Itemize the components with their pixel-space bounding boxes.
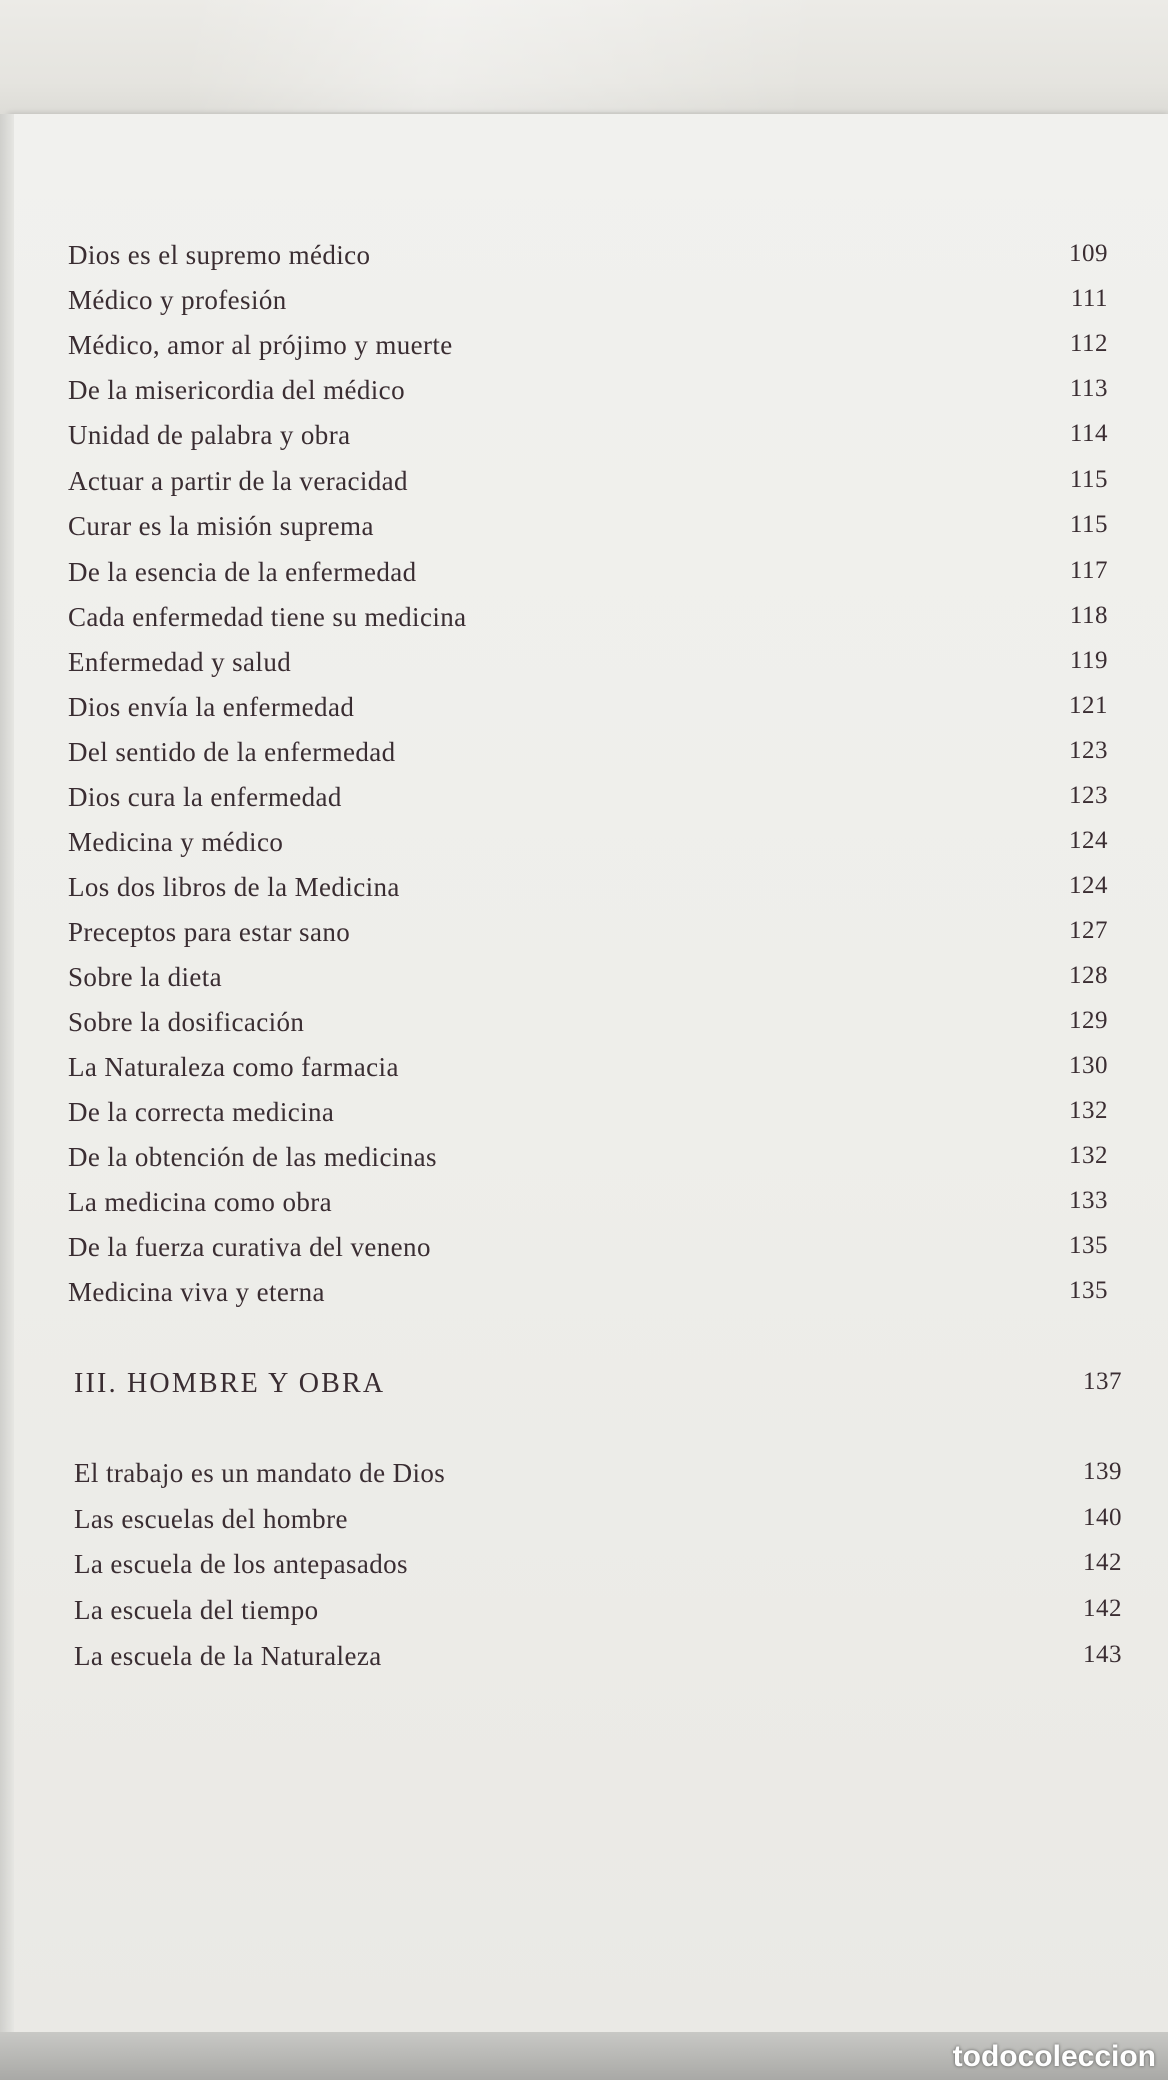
toc-entry-title: Los dos libros de la Medicina — [68, 872, 400, 902]
toc-entry — [68, 917, 1108, 957]
toc-entry-title: Curar es la misión suprema — [68, 511, 374, 541]
toc-entry — [68, 1052, 1108, 1092]
toc-entry — [68, 330, 1108, 370]
background-top — [0, 0, 1168, 118]
toc-entry — [74, 1641, 1122, 1681]
toc-entry — [68, 647, 1108, 687]
toc-entry-title: Medicina viva y eterna — [68, 1277, 325, 1307]
toc-entry — [68, 827, 1108, 867]
toc-entry-title: La escuela de los antepasados — [74, 1549, 408, 1579]
toc-entry-title: Sobre la dieta — [68, 962, 223, 992]
toc-entry-page: 142 — [1083, 1595, 1122, 1622]
toc-entry-title: Preceptos para estar sano — [68, 917, 351, 947]
toc-entry — [68, 285, 1108, 325]
watermark-logo: todocoleccion — [952, 2040, 1156, 2073]
toc-entry-page: 143 — [1083, 1641, 1122, 1668]
table-of-contents — [8, 114, 1168, 2032]
toc-entry — [68, 737, 1108, 777]
section-title: III. HOMBRE Y OBRA — [74, 1368, 386, 1399]
toc-entry-title: Médico y profesión — [68, 285, 287, 315]
toc-entry-title: Del sentido de la enfermedad — [68, 737, 396, 767]
toc-entry — [68, 962, 1108, 1002]
toc-entry — [74, 1549, 1122, 1589]
toc-entry-page: 118 — [1069, 602, 1108, 629]
toc-entry-page: 139 — [1083, 1458, 1122, 1485]
toc-entry-page: 112 — [1069, 330, 1108, 357]
paper-fold — [190, 0, 810, 112]
toc-entry-page: 132 — [1069, 1097, 1108, 1124]
toc-entry — [74, 1458, 1122, 1498]
toc-entry-page: 135 — [1069, 1232, 1108, 1259]
toc-entry — [68, 1007, 1108, 1047]
toc-entry-title: De la misericordia del médico — [68, 375, 405, 405]
section-page: 137 — [1083, 1368, 1122, 1395]
toc-entry-title: La Naturaleza como farmacia — [68, 1052, 399, 1082]
toc-entry-page: 121 — [1069, 692, 1108, 719]
toc-entry-page: 130 — [1069, 1052, 1108, 1079]
toc-entry-page: 132 — [1069, 1142, 1108, 1169]
toc-entry-page: 127 — [1069, 917, 1108, 944]
toc-entry-page: 117 — [1069, 557, 1108, 584]
toc-entry-page: 135 — [1069, 1277, 1108, 1304]
toc-entry-page: 140 — [1083, 1504, 1122, 1531]
toc-entry — [68, 692, 1108, 732]
toc-entry-title: Enfermedad y salud — [68, 647, 292, 677]
book-page — [8, 114, 1168, 2032]
toc-entry-page: 119 — [1069, 647, 1108, 674]
toc-entry — [68, 1232, 1108, 1272]
toc-entry-page: 129 — [1069, 1007, 1108, 1034]
toc-entry-title: Las escuelas del hombre — [74, 1504, 348, 1534]
toc-entry — [74, 1595, 1122, 1635]
toc-entry-page: 115 — [1069, 466, 1108, 493]
toc-entry-title: De la correcta medicina — [68, 1097, 335, 1127]
toc-entry — [68, 557, 1108, 597]
toc-entry-title: Actuar a partir de la veracidad — [68, 466, 408, 496]
page-left-edge — [0, 114, 14, 2032]
toc-entry-page: 124 — [1069, 827, 1108, 854]
toc-entry-title: Sobre la dosificación — [68, 1007, 305, 1037]
toc-entry-title: Médico, amor al prójimo y muerte — [68, 330, 453, 360]
toc-entry-title: Medicina y médico — [68, 827, 284, 857]
toc-entry-page: 123 — [1069, 737, 1108, 764]
toc-entry-title: El trabajo es un mandato de Dios — [74, 1458, 446, 1488]
toc-entry-title: De la obtención de las medicinas — [68, 1142, 437, 1172]
toc-entry-page: 115 — [1069, 511, 1108, 538]
section-heading — [74, 1368, 1122, 1408]
toc-entry — [68, 1187, 1108, 1227]
toc-entry — [74, 1504, 1122, 1544]
toc-entry-page: 124 — [1069, 872, 1108, 899]
toc-entry-title: De la esencia de la enfermedad — [68, 557, 417, 587]
toc-entry — [68, 872, 1108, 912]
toc-entry — [68, 1142, 1108, 1182]
toc-entry-page: 123 — [1069, 782, 1108, 809]
toc-entry-page: 113 — [1069, 375, 1108, 402]
toc-entry-title: Cada enfermedad tiene su medicina — [68, 602, 467, 632]
toc-entry-page: 142 — [1083, 1549, 1122, 1576]
toc-entry — [68, 420, 1108, 460]
toc-entry — [68, 1277, 1108, 1317]
toc-entry-page: 114 — [1069, 420, 1108, 447]
toc-entry — [68, 466, 1108, 506]
toc-entry-title: Unidad de palabra y obra — [68, 420, 351, 450]
toc-entry — [68, 511, 1108, 551]
toc-entry-page: 128 — [1069, 962, 1108, 989]
toc-entry — [68, 1097, 1108, 1137]
toc-entry-title: La medicina como obra — [68, 1187, 333, 1217]
toc-entry — [68, 375, 1108, 415]
toc-entry-title: Dios envía la enfermedad — [68, 692, 355, 722]
toc-entry-title: De la fuerza curativa del veneno — [68, 1232, 431, 1262]
toc-entry-page: 133 — [1069, 1187, 1108, 1214]
toc-entry — [68, 602, 1108, 642]
toc-entry-title: Dios es el supremo médico — [68, 240, 371, 270]
toc-entry-page: 109 — [1069, 240, 1108, 267]
toc-entry — [68, 240, 1108, 280]
toc-entry-title: Dios cura la enfermedad — [68, 782, 342, 812]
toc-entry-title: La escuela del tiempo — [74, 1595, 319, 1625]
toc-entry — [68, 782, 1108, 822]
toc-entry-page: 111 — [1070, 285, 1108, 312]
toc-entry-title: La escuela de la Naturaleza — [74, 1641, 382, 1671]
